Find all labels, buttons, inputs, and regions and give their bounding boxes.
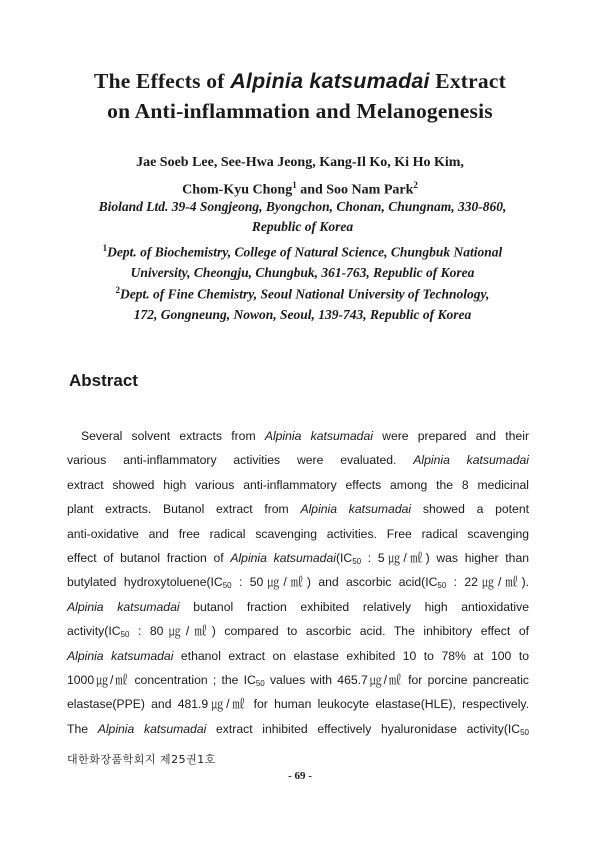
page-number: - 69 - [288,770,312,782]
paper-title [40,66,560,126]
abstract-line: Alpinia katsumadai ethanol extract on elastase exhibited 10 to 78% at 100 to [67,648,529,663]
affiliation-2: $^2$Dept. of Fine Chemistry, Seoul National University of Technology, 172, Gongneung, Nowon, Seoul, 139-743, Republic of Korea [115,285,490,322]
journal-name: 대한화장품학회지 제25권1호 [67,753,216,766]
title-line-1: The Effects of Alpinia katsumadai Extract [94,69,506,93]
abstract-line: anti-oxidative and free radical scavenging activities. Free radical scavenging [67,526,529,541]
title-species: Alpinia katsumadai [230,69,430,93]
abstract-line: various anti-inflammatory activities were evaluated. Alpinia katsumadai [67,453,529,468]
abstract-line: Alpinia katsumadai butanol fraction exhibited relatively high antioxidative [67,599,530,614]
abstract-heading: Abstract [69,371,138,390]
affiliation-1: $^1$Dept. of Biochemistry, College of Natural Science, Chungbuk National University, Cheongju, Chungbuk, 361-763, Republic of Korea [102,243,503,280]
affiliation-main: Bioland Ltd. 39-4 Songjeong, Byongchon, Chonan, Chungnam, 330-860, Republic of Korea [98,199,507,234]
abstract-line: plant extracts. Butanol extract from Alpinia katsumadai showed a potent [67,502,529,517]
abstract-line: extract showed high various anti-inflammatory effects among the 8 medicinal [67,477,529,492]
abstract-body [67,424,529,741]
abstract-line: 1000㎍/㎖ concentration ; the $IC_{50}$ values with 465.7㎍/㎖ for porcine pancreatic [67,673,529,689]
abstract-line: elastase(PPE) and 481.9㎍/㎖ for human leukocyte elastase(HLE), respectively. [67,697,529,712]
abstract-line: butylated $hydroxytoluene(IC_{50}$ : 50㎍/㎖) and ascorbic $acid(IC_{50}$ : 22㎍/㎖). [67,575,530,591]
abstract-line: The Alpinia katsumadai extract inhibited effectively hyaluronidase $activity(IC_{50}$ [67,721,530,737]
abstract-line: $activity(IC_{50}$ : 80㎍/㎖) compared to ascorbic acid. The inhibitory effect of [67,624,529,640]
abstract-line: Several solvent extracts from Alpinia katsumadai were prepared and their [81,429,530,443]
title-line-2: on Anti-inflammation and Melanogenesis [107,99,493,123]
abstract-line: effect of butanol fraction of Alpinia $katsumadai(IC_{50}$ : 5㎍/㎖) was higher than [67,551,530,567]
author-list: Jae Soeb Lee, See-Hwa Jeong, Kang-Il Ko, Ki Ho Kim, Chom-Kyu Chong$^1$ and Soo Nam Park$^2$ [136,155,464,198]
